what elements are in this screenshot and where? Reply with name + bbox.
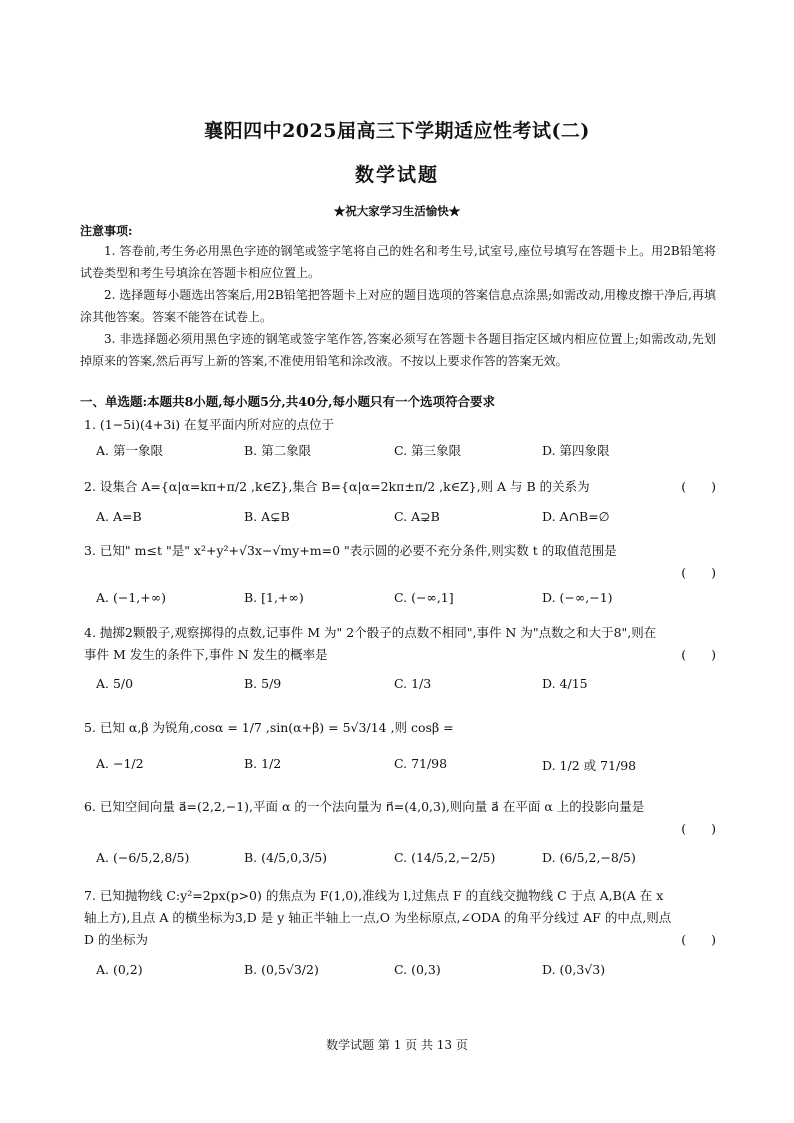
option-c: C. A⊋B (394, 509, 440, 524)
answer-paren: ( ) (681, 821, 716, 836)
question-stem: 7. 已知抛物线 C:y²=2px(p>0) 的焦点为 F(1,0),准线为 l,过焦点 F 的直线交抛物线 C 于点 A,B(A 在 x 轴上方),且点 A 的横坐标为3,D 是 y 轴正半轴上一点,O 为坐标原点,∠ODA 的角平分线过 AF 的中点,则点 D 的坐标为 (84, 888, 672, 947)
question-1-options (96, 441, 716, 467)
option-a: A. −1/2 (96, 756, 144, 771)
notice-item-1: 1. 答卷前,考生务必用黑色字迹的钢笔或签字笔将自己的姓名和考生号,试室号,座位号填写在答题卡上。用2B铅笔将试卷类型和考生号填涂在答题卡相应位置上。 (80, 244, 716, 280)
option-c: C. (−∞,1] (394, 590, 454, 605)
question-3-options (96, 590, 716, 616)
question-7 (84, 885, 716, 951)
question-7-options (96, 962, 716, 988)
question-1 (84, 414, 716, 436)
option-c: C. (0,3) (394, 962, 441, 977)
option-c: C. (14/5,2,−2/5) (394, 850, 496, 865)
option-c: C. 第三象限 (394, 443, 462, 458)
question-5 (84, 717, 716, 739)
answer-paren: ( ) (681, 479, 716, 494)
option-a: A. 第一象限 (96, 443, 163, 458)
notice-heading: 注意事项: (80, 224, 133, 238)
option-b: B. [1,+∞) (244, 590, 304, 605)
option-d: D. 1/2 或 71/98 (542, 758, 637, 773)
question-6 (84, 796, 716, 840)
answer-paren: ( ) (681, 932, 716, 947)
option-b: B. 5/9 (244, 676, 282, 691)
question-5-options (96, 756, 716, 782)
option-a: A. (−1,+∞) (96, 590, 167, 605)
answer-paren: ( ) (681, 565, 716, 580)
option-b: B. (0,5√3/2) (244, 962, 319, 977)
option-d: D. A∩B=∅ (542, 509, 610, 524)
option-d: D. (0,3√3) (542, 962, 606, 977)
blessing-line: ★祝大家学习生活愉快★ (333, 204, 461, 218)
option-b: B. 1/2 (244, 756, 282, 771)
question-stem: 4. 抛掷2颗骰子,观察掷得的点数,记事件 M 为" 2个骰子的点数不相同",事件 N 为"点数之和大于8",则在事件 M 发生的条件下,事件 N 发生的概率是 (84, 625, 657, 662)
option-c: C. 71/98 (394, 756, 448, 771)
answer-paren: ( ) (681, 647, 716, 662)
question-stem: 6. 已知空间向量 a⃗=(2,2,−1),平面 α 的一个法向量为 n⃗=(4,0,3),则向量 a⃗ 在平面 α 上的投影向量是 (84, 799, 645, 814)
question-stem: 5. 已知 α,β 为锐角,cosα = 1/7 ,sin(α+β) = 5√3/14 ,则 cosβ = (84, 720, 454, 735)
option-a: A. (−6/5,2,8/5) (96, 850, 190, 865)
option-b: B. (4/5,0,3/5) (244, 850, 328, 865)
option-d: D. (6/5,2,−8/5) (542, 850, 636, 865)
question-stem: 1. (1−5i)(4+3i) 在复平面内所对应的点位于 (84, 417, 335, 432)
exam-subtitle: 数学试题 (354, 164, 439, 186)
option-d: D. 第四象限 (542, 443, 610, 458)
option-d: D. (−∞,−1) (542, 590, 613, 605)
notice-item-3: 3. 非选择题必须用黑色字迹的钢笔或签字笔作答,答案必须写在答题卡各题目指定区域内相应位置上;如需改动,先划掉原来的答案,然后再写上新的答案,不准使用铅笔和涂改液。不按以上要求作答的答案无效。 (80, 332, 716, 368)
page-footer: 数学试题 第 1 页 共 13 页 (326, 1038, 468, 1052)
question-2-options (96, 509, 716, 535)
option-b: B. 第二象限 (244, 443, 312, 458)
question-stem: 2. 设集合 A={α|α=kπ+π/2 ,k∈Z},集合 B={α|α=2kπ±π/2 ,k∈Z},则 A 与 B 的关系为 (84, 479, 590, 494)
question-4-options (96, 676, 716, 702)
option-b: B. A⊊B (244, 509, 290, 524)
exam-title: 襄阳四中2025届高三下学期适应性考试(二) (204, 120, 590, 142)
option-a: A. A=B (96, 509, 142, 524)
option-c: C. 1/3 (394, 676, 432, 691)
notice-item-2: 2. 选择题每小题选出答案后,用2B铅笔把答题卡上对应的题目选项的答案信息点涂黑;如需改动,用橡皮擦干净后,再填涂其他答案。答案不能答在试卷上。 (80, 288, 716, 324)
option-a: A. (0,2) (96, 962, 143, 977)
question-4 (84, 622, 716, 666)
option-a: A. 5/0 (96, 676, 134, 691)
option-d: D. 4/15 (542, 676, 588, 691)
question-2 (84, 476, 716, 498)
section-heading: 一、单选题:本题共8小题,每小题5分,共40分,每小题只有一个选项符合要求 (80, 394, 495, 409)
question-6-options (96, 850, 716, 876)
question-stem: 3. 已知" m≤t "是" x²+y²+√3x−√my+m=0 "表示圆的必要不充分条件,则实数 t 的取值范围是 (84, 543, 617, 558)
question-3 (84, 540, 716, 584)
